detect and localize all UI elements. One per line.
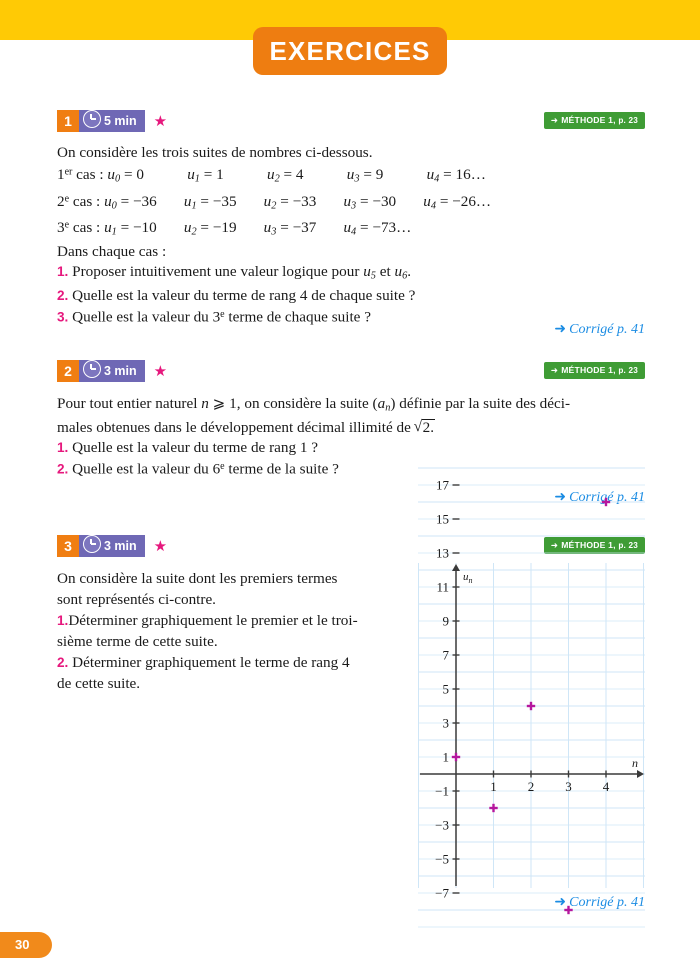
method-page: p. 23 [618,366,638,375]
corrige-link-2[interactable] [554,489,645,506]
exercise-3-intro-line-1: On considère la suite dont les premiers termes [57,570,338,587]
y-axis-tick-label: −1 [435,783,449,799]
exercise-3-question-2-cont: de cette suite. [57,675,141,692]
method-label: MÉTHODE 1, [561,115,616,125]
exercise-2-header [57,360,167,382]
arrow-icon: ➜ [554,894,567,910]
clock-icon [83,360,101,378]
exercise-1-intro: On considère les trois suites de nombres ci-dessous. [57,144,373,161]
difficulty-star-icon: ★ [153,537,168,555]
question-text: Déterminer graphiquement le terme de rang 4 [72,654,350,671]
arrow-icon: ➜ [550,541,559,551]
x-axis-tick-label: 4 [602,779,610,794]
y-axis-tick-label: 9 [442,613,449,629]
method-label: MÉTHODE 1, [561,365,616,375]
square-root-symbol: √ 2. [415,418,435,438]
y-axis-tick-label: 5 [442,681,449,697]
difficulty-star-icon: ★ [153,112,168,130]
question-text: Déterminer graphiquement le premier et le troi- [68,612,358,629]
page-title: EXERCICES [269,35,431,66]
exercise-2-statement-line-2: males obtenues dans le développement décimal illimité de √ 2. [57,418,645,438]
clock-icon [83,535,101,553]
y-axis-tick-label: −7 [435,885,449,901]
exercise-duration-chip [79,360,145,382]
corrige-label: Corrigé p. 41 [569,895,645,910]
case-label-3: 3e cas : [57,219,101,237]
page-number-tab: 30 [0,932,52,958]
y-axis-tick-label: 11 [436,579,449,595]
y-axis-label: $u_n$ [463,571,473,585]
x-axis-tick-label: 3 [565,779,572,794]
y-axis-tick-label: 7 [442,647,449,663]
exercise-2-question-2: 2. Quelle est la valeur du 6e terme de la suite ? [57,460,339,478]
case-row-2: 2e cas : $u_0 = -36$ $u_1 = -35$ $u_2 = -33$ $u_3 = -30$ $u_4$ = −26… [57,192,492,212]
arrow-icon: ➜ [550,116,559,126]
exercise-3-question-2 [57,652,402,673]
question-number: 3. [57,309,69,325]
question-number: 2. [57,461,69,477]
corrige-link-1[interactable] [554,321,645,338]
method-label: MÉTHODE 1, [561,540,616,550]
question-number: 2. [57,287,69,303]
question-number: 1. [57,439,69,455]
method-link-2[interactable] [544,362,645,379]
y-axis-tick-label: −3 [435,817,449,833]
exercise-3-header [57,535,167,557]
exercise-duration-chip [79,110,145,132]
arrow-icon: ➜ [550,366,559,376]
x-axis-tick-label: 2 [527,779,535,794]
question-text: Quelle est la valeur du 6 [72,460,221,478]
data-point-marker [452,753,460,761]
arrow-icon: ➜ [554,489,567,505]
case-label-2: 2e cas : [57,192,101,210]
question-text: Proposer intuitivement une valeur logique pour [72,262,364,280]
question-text: Quelle est la valeur du terme de rang 1 ? [72,438,318,456]
question-text: Quelle est la valeur du 3 [72,308,221,326]
method-link-1[interactable] [544,112,645,129]
chart-axes [420,564,644,886]
exercise-2-body [57,394,645,479]
question-number: 2. [57,655,69,670]
exercise-1-question-2 [57,286,637,306]
y-axis-tick-label: 3 [442,715,449,731]
exercise-2-statement-line-1: Pour tout entier naturel n ⩾ 1, on considère la suite $(a_n)$ définie par la suite des déci- [57,395,571,414]
exercise-2-question-1 [57,438,645,458]
exercise-number-badge: 3 [57,535,79,557]
data-point-marker [489,804,497,812]
exercise-3-question-1 [57,610,402,631]
y-axis-tick-label: 17 [436,477,449,493]
exercise-3-question-1-cont: sième terme de cette suite. [57,633,218,650]
y-axis-tick-label: 15 [436,511,449,527]
method-link-3[interactable] [544,537,645,554]
method-page: p. 23 [618,541,638,550]
question-number: 1. [57,263,69,279]
exercise-1-question-1: 1. Proposer intuitivement une valeur logique pour $u_5$ et $u_6$. [57,262,412,282]
question-number: 1. [57,613,69,628]
x-axis-label: n [632,756,638,770]
exercise-1-question-3: 3. Quelle est la valeur du 3e terme de chaque suite ? [57,308,371,326]
corrige-label: Corrigé p. 41 [569,322,645,337]
duration-label: 3 min [104,539,137,553]
duration-label: 5 min [104,114,137,128]
duration-label: 3 min [104,364,137,378]
case-row-3: 3e cas : $u_1 = -10$ $u_2 = -19$ $u_3 = -37$ $u_4$ = −73… [57,219,412,238]
corrige-link-3[interactable] [554,894,645,911]
difficulty-star-icon: ★ [153,362,168,380]
exercise-1-prompt: Dans chaque cas : [57,243,167,261]
data-point-marker [527,702,535,710]
page-title-pill [253,27,447,75]
arrow-icon: ➜ [554,321,567,337]
exercise-number-badge: 2 [57,360,79,382]
y-axis-tick-label: 13 [436,545,449,561]
clock-icon [83,110,101,128]
exercise-3-intro-line-2: sont représentés ci-contre. [57,591,216,608]
corrige-label: Corrigé p. 41 [569,490,645,505]
exercise-1-body [57,143,637,327]
case-row-1: 1er cas : $u_0 = 0$ $u_1 = 1$ $u_2 = 4$ $u_3 = 9$ $u_4$ = 16… [57,166,486,185]
exercise-number-badge: 1 [57,110,79,132]
exercise-1-header [57,110,167,132]
exercise-duration-chip [79,535,145,557]
question-text: Quelle est la valeur du terme de rang 4 de chaque suite ? [72,286,416,304]
y-axis-tick-label: −5 [435,851,449,867]
case-label-1: 1er cas : [57,166,104,183]
method-page: p. 23 [618,116,638,125]
exercise-3-body [57,568,402,694]
x-axis-tick-label: 1 [490,779,497,794]
y-axis-tick-label: 1 [442,749,449,765]
